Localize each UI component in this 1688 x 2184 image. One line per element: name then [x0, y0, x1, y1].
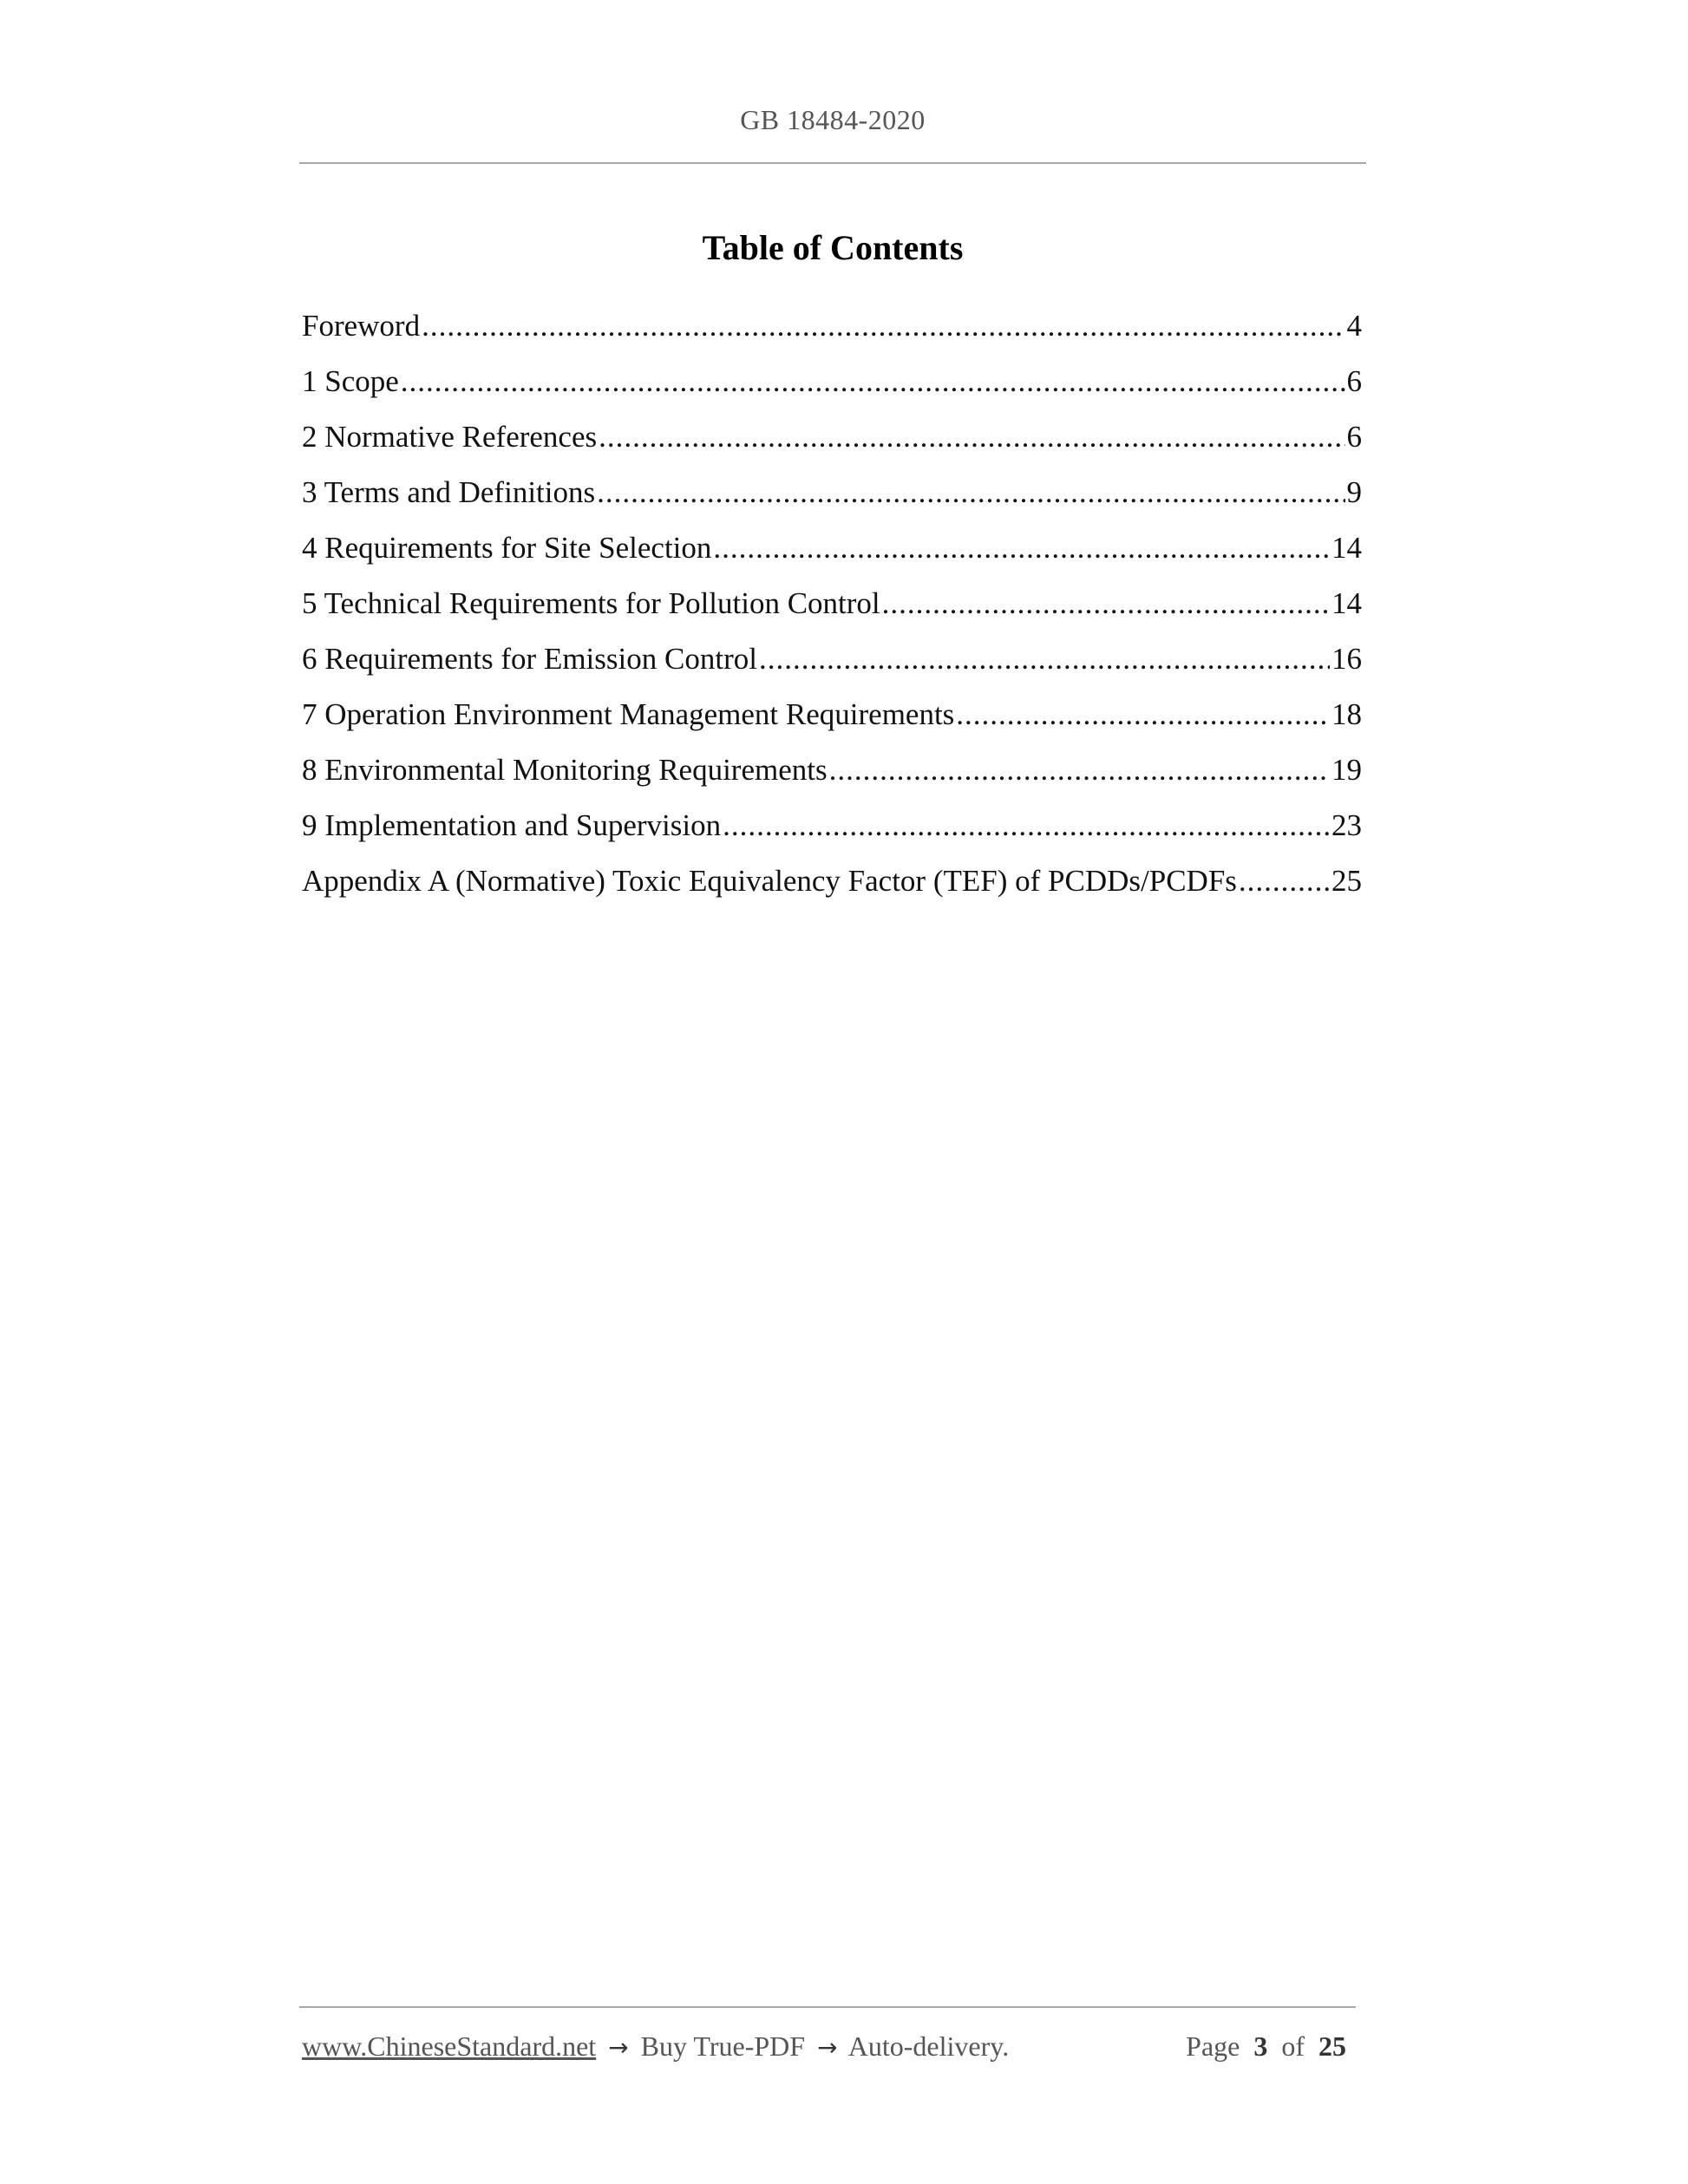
toc-title: Table of Contents: [702, 228, 964, 267]
toc-entry-normative-references[interactable]: [302, 416, 1362, 472]
toc-entry-text: 7 Operation Environment Management Requirements: [302, 697, 955, 731]
page-footer: [302, 2030, 1353, 2063]
toc-dot-leader: [422, 305, 1345, 347]
toc-list: [302, 305, 1362, 916]
toc-entry-page: 14: [1331, 586, 1362, 620]
toc-entry-page: 6: [1346, 420, 1362, 454]
toc-entry-implementation-supervision[interactable]: [302, 805, 1362, 860]
toc-dot-leader: [713, 527, 1330, 569]
toc-entry-page: 23: [1331, 808, 1362, 842]
footer-promo: [302, 2030, 1009, 2063]
toc-dot-leader: [597, 472, 1345, 513]
toc-entry-foreword[interactable]: [302, 305, 1362, 361]
toc-entry-page: 16: [1331, 642, 1362, 676]
arrow-right-icon: →: [608, 2033, 629, 2062]
toc-entry-page: 9: [1346, 475, 1362, 509]
footer-step-buy: Buy True-PDF: [640, 2030, 806, 2062]
toc-entry-operation-management[interactable]: [302, 694, 1362, 749]
toc-entry-page: 6: [1346, 364, 1362, 398]
toc-entry-text: 6 Requirements for Emission Control: [302, 642, 757, 676]
page-header-doc-id: GB 18484-2020: [740, 104, 926, 135]
page-total: 25: [1318, 2030, 1346, 2062]
toc-entry-text: 8 Environmental Monitoring Requirements: [302, 753, 828, 787]
toc-dot-leader: [723, 805, 1330, 847]
toc-entry-page: 25: [1331, 864, 1362, 898]
toc-entry-environmental-monitoring[interactable]: [302, 749, 1362, 805]
toc-entry-site-selection[interactable]: [302, 527, 1362, 583]
toc-dot-leader: [956, 694, 1330, 736]
page-number: [1186, 2030, 1353, 2063]
toc-entry-text: Foreword: [302, 309, 421, 343]
toc-entry-page: 18: [1331, 697, 1362, 731]
toc-entry-page: 14: [1331, 531, 1362, 565]
toc-entry-text: Appendix A (Normative) Toxic Equivalency Factor (TEF) of PCDDs/PCDFs: [302, 864, 1237, 898]
toc-dot-leader: [1239, 860, 1330, 902]
site-link[interactable]: www.ChineseStandard.net: [302, 2030, 597, 2062]
toc-entry-page: 19: [1331, 753, 1362, 787]
toc-entry-page: 4: [1346, 309, 1362, 343]
page-word: Page: [1186, 2030, 1240, 2062]
of-word: of: [1281, 2030, 1305, 2062]
toc-entry-pollution-control[interactable]: [302, 583, 1362, 638]
toc-entry-text: 5 Technical Requirements for Pollution Control: [302, 586, 880, 620]
toc-dot-leader: [882, 583, 1330, 624]
toc-entry-emission-control[interactable]: [302, 638, 1362, 694]
toc-dot-leader: [401, 361, 1345, 402]
toc-entry-text: 1 Scope: [302, 364, 399, 398]
toc-dot-leader: [829, 749, 1330, 791]
toc-entry-terms-definitions[interactable]: [302, 472, 1362, 527]
page-current: 3: [1253, 2030, 1268, 2062]
header-divider: [299, 162, 1366, 164]
toc-entry-scope[interactable]: [302, 361, 1362, 416]
arrow-right-icon: →: [817, 2033, 838, 2062]
toc-entry-text: 3 Terms and Definitions: [302, 475, 596, 509]
toc-dot-leader: [599, 416, 1345, 458]
toc-entry-appendix-a[interactable]: [302, 860, 1362, 916]
footer-divider: [299, 2006, 1356, 2008]
toc-entry-text: 2 Normative References: [302, 420, 598, 454]
toc-entry-text: 9 Implementation and Supervision: [302, 808, 722, 842]
toc-entry-text: 4 Requirements for Site Selection: [302, 531, 712, 565]
toc-dot-leader: [759, 638, 1330, 680]
footer-step-delivery: Auto-delivery.: [847, 2030, 1010, 2062]
